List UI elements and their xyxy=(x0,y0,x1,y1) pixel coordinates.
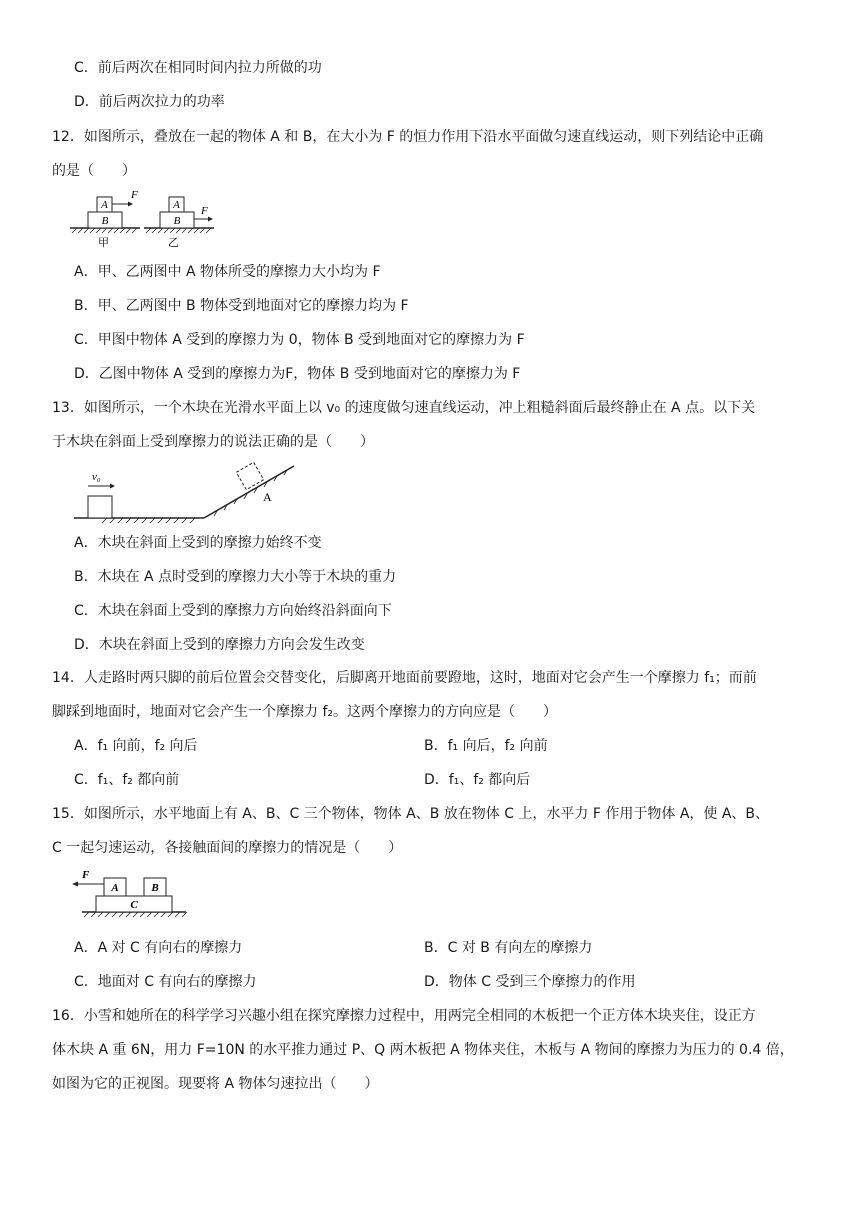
q12-caption-yi: 乙 xyxy=(168,236,179,249)
q13-figure xyxy=(72,460,302,526)
q14-option-d: D．f₁、f₂ 都向后 xyxy=(424,772,531,788)
q13-option-a: A．木块在斜面上受到的摩擦力始终不变 xyxy=(74,535,322,551)
q15-stem-line1: 15．如图所示，水平地面上有 A、B、C 三个物体，物体 A、B 放在物体 C 上，水平力 F 作用于物体 A，使 A、B、 xyxy=(52,806,770,822)
q15-label-f: F xyxy=(82,869,90,881)
q13-option-b: B．木块在 A 点时受到的摩擦力大小等于木块的重力 xyxy=(74,569,397,585)
q12-stem-line2: 的是（ ） xyxy=(52,163,136,179)
q14-stem-line1: 14．人走路时两只脚的前后位置会交替变化，后脚离开地面前要蹬地，这时，地面对它会产生一个摩擦力 f₁；而前 xyxy=(52,670,757,686)
q12-yi-label-f: F xyxy=(201,205,208,217)
q12-figure-yi xyxy=(144,197,214,249)
q16-stem-line2: 体木块 A 重 6N，用力 F=10N 的水平推力通过 P、Q 两木板把 A 物体夹住，木板与 A 物间的摩擦力为压力的 0.4 倍， xyxy=(52,1042,794,1058)
q12-yi-label-a: A xyxy=(173,199,180,211)
q13-label-a: A xyxy=(263,490,272,504)
q11-option-c: C．前后两次在相同时间内拉力所做的功 xyxy=(74,60,322,76)
q16-stem-line3: 如图为它的正视图。现要将 A 物体匀速拉出（ ） xyxy=(52,1076,379,1092)
q14-stem-line2: 脚踩到地面时，地面对它会产生一个摩擦力 f₂。这两个摩擦力的方向应是（ ） xyxy=(52,704,557,720)
q13-option-d: D．木块在斜面上受到的摩擦力方向会发生改变 xyxy=(74,637,365,653)
q12-jia-label-b: B xyxy=(101,215,109,227)
q15-stem-line2: C 一起匀速运动，各接触面间的摩擦力的情况是（ ） xyxy=(52,840,403,856)
q15-option-b: B．C 对 B 有向左的摩擦力 xyxy=(424,940,593,956)
q14-option-b: B．f₁ 向后，f₂ 向前 xyxy=(424,738,548,754)
q13-stem-line2: 于木块在斜面上受到摩擦力的说法正确的是（ ） xyxy=(52,434,374,450)
q15-option-a: A．A 对 C 有向右的摩擦力 xyxy=(74,940,243,956)
q15-option-d: D．物体 C 受到三个摩擦力的作用 xyxy=(424,974,636,990)
q14-option-c: C．f₁、f₂ 都向前 xyxy=(74,772,180,788)
q12-jia-label-a: A xyxy=(101,199,108,211)
q15-figure xyxy=(68,866,198,922)
q12-figure-jia xyxy=(70,190,140,249)
q15-option-c: C．地面对 C 有向右的摩擦力 xyxy=(74,974,257,990)
q15-label-c: C xyxy=(130,899,138,911)
q12-option-a: A．甲、乙两图中 A 物体所受的摩擦力大小均为 F xyxy=(74,264,381,280)
q14-option-a: A．f₁ 向前，f₂ 向后 xyxy=(74,738,198,754)
q12-stem-line1: 12．如图所示，叠放在一起的物体 A 和 B，在大小为 F 的恒力作用下沿水平面做匀速直线运动，则下列结论中正确 xyxy=(52,129,764,145)
q15-label-a: A xyxy=(111,882,119,894)
q15-label-b: B xyxy=(151,882,159,894)
q12-caption-jia: 甲 xyxy=(98,236,109,249)
q12-figure xyxy=(68,190,218,252)
q13-option-c: C．木块在斜面上受到的摩擦力方向始终沿斜面向下 xyxy=(74,603,392,619)
q12-option-b: B．甲、乙两图中 B 物体受到地面对它的摩擦力均为 F xyxy=(74,298,409,314)
q16-stem-line1: 16．小雪和她所在的科学学习兴趣小组在探究摩擦力过程中，用两完全相同的木板把一个正方体木块夹住，设正方 xyxy=(52,1008,756,1024)
q13-label-v0: v₀ xyxy=(92,471,101,483)
q12-jia-label-f: F xyxy=(131,190,138,201)
q12-option-d: D．乙图中物体 A 受到的摩擦力为F，物体 B 受到地面对它的摩擦力为 F xyxy=(74,366,521,382)
q12-option-c: C．甲图中物体 A 受到的摩擦力为 0，物体 B 受到地面对它的摩擦力为 F xyxy=(74,332,525,348)
q13-stem-line1: 13．如图所示，一个木块在光滑水平面上以 v₀ 的速度做匀速直线运动，冲上粗糙斜面后最终静止在 A 点。以下关 xyxy=(52,400,756,416)
q11-option-d: D．前后两次拉力的功率 xyxy=(74,94,225,110)
q12-yi-label-b: B xyxy=(173,215,181,227)
